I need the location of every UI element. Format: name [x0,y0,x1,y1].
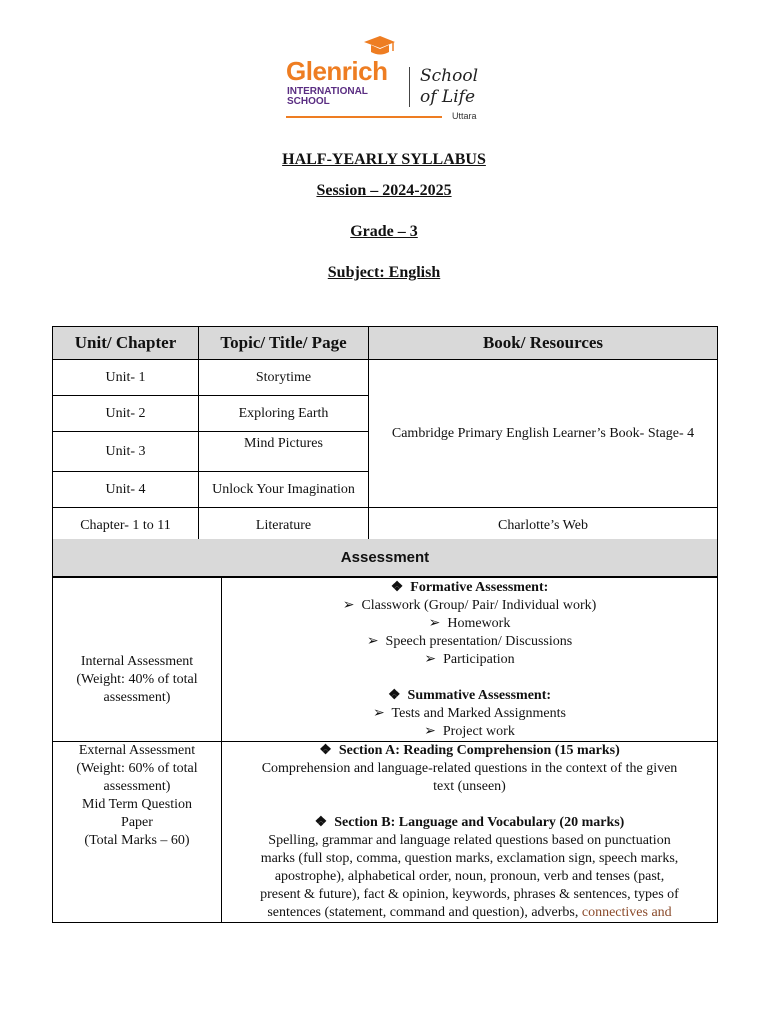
section-b-text: marks (full stop, comma, question marks, exclamation sign, speech marks, [260,851,679,866]
page-title: HALF-YEARLY SYLLABUS [282,151,486,168]
grade-heading: Grade – 3 [350,223,418,240]
column-header: Topic/ Title/ Page [199,327,369,360]
unit-cell: Unit- 2 [53,396,199,432]
topic-cell: Literature [199,508,369,544]
list-item: ➢ Classwork (Group/ Pair/ Individual work) [342,598,597,613]
logo-tagline: School of Life [420,66,479,107]
summative-title: ❖ Summative Assessment: [387,688,552,703]
book-cell: Charlotte’s Web [369,508,718,544]
topic-cell: Storytime [199,360,369,396]
graduation-cap-icon [362,34,396,58]
list-item: ➢ Participation [424,652,515,667]
arrow-bullet-icon: ➢ [424,724,436,739]
table-header-row [53,327,718,360]
arrow-bullet-icon: ➢ [342,598,355,613]
section-a-text: text (unseen) [433,779,506,794]
diamond-bullet-icon: ❖ [314,815,328,830]
list-item: ➢ Project work [424,724,515,739]
arrow-bullet-icon: ➢ [373,706,385,721]
list-item: ➢ Homework [428,616,511,631]
diamond-bullet-icon: ❖ [390,580,404,595]
unit-cell: Unit- 3 [53,432,199,472]
internal-assessment-label: Internal Assessment (Weight: 40% of total assessment) [53,578,222,742]
table-row [53,578,718,742]
section-b-text: present & future), fact & opinion, keywords, phrases & sentences, types of [260,887,679,902]
section-b-text: apostrophe), alphabetical order, noun, pronoun, verb and tenses (past, [274,869,665,884]
assessment-table [52,577,718,923]
section-a-title: ❖ Section A: Reading Comprehension (15 marks) [319,743,620,758]
assessment-heading: Assessment [52,539,718,577]
logo-campus: Uttara [452,111,477,121]
section-a-text: Comprehension and language-related questions in the context of the given [261,761,678,776]
diamond-bullet-icon: ❖ [319,743,332,758]
section-b-text: Spelling, grammar and language related questions based on punctuation [268,833,671,848]
topic-cell: Mind Pictures [199,432,369,472]
school-logo [286,30,486,126]
unit-cell: Unit- 1 [53,360,199,396]
arrow-bullet-icon: ➢ [428,616,441,631]
table-row [53,742,718,923]
subject-heading: Subject: English [327,264,441,281]
formative-title: ❖ Formative Assessment: [390,580,549,595]
column-header: Unit/ Chapter [53,327,199,360]
logo-underline [286,116,442,118]
list-item: ➢ Tests and Marked Assignments [373,706,566,721]
section-b-text: sentences (statement, command and question), adverbs, connectives and [267,905,672,920]
logo-divider [409,67,410,107]
book-cell: Cambridge Primary English Learner’s Book- Stage- 4 [369,360,718,508]
diamond-bullet-icon: ❖ [387,688,401,703]
unit-cell: Chapter- 1 to 11 [53,508,199,544]
session-heading: Session – 2024-2025 [316,182,452,199]
section-b-title: ❖ Section B: Language and Vocabulary (20 marks) [314,815,625,830]
external-assessment-details [222,742,718,923]
arrow-bullet-icon: ➢ [424,652,437,667]
table-row [53,360,718,396]
unit-cell: Unit- 4 [53,472,199,508]
internal-assessment-details [222,578,718,742]
column-header: Book/ Resources [369,327,718,360]
logo-subtitle: INTERNATIONAL SCHOOL [287,86,368,107]
logo-brand: Glenrich [286,56,388,86]
topic-cell: Unlock Your Imagination [199,472,369,508]
list-item: ➢ Speech presentation/ Discussions [366,634,573,649]
syllabus-table [52,326,718,544]
external-assessment-label: External Assessment (Weight: 60% of total assessment) Mid Term Question Paper (Total Marks – 60) [53,742,222,923]
arrow-bullet-icon: ➢ [366,634,379,649]
topic-cell: Exploring Earth [199,396,369,432]
